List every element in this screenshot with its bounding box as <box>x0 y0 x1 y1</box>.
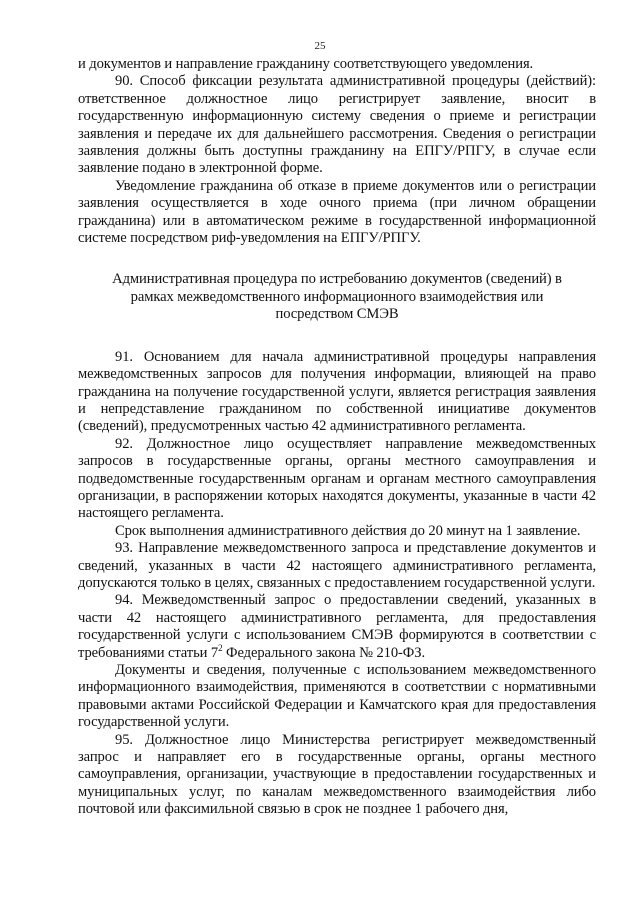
paragraph-continuation: и документов и направление гражданину соответствующего уведомления. <box>78 56 534 72</box>
document-body <box>78 56 596 819</box>
paragraph-94-text: 94. Межведомственный запрос о предоставлении сведений, указанных в части 42 настоящего административного регламента, для предоставления государственной услуги с использованием СМЭВ формируются в соответствии с требованиями статьи 7 <box>78 592 596 661</box>
paragraph-95: 95. Должностное лицо Министерства регистрирует межведомственный запрос и направляет его в государственные органы, органы местного самоуправления, организации, участвующие в предоставлении государственных и муниципальных услуг, по каналам межведомственного взаимодействия либо почтовой или факсимильной связью в срок не позднее 1 рабочего дня, <box>78 731 596 818</box>
spacer <box>78 247 596 271</box>
paragraph-94-tail: Федерального закона № 210-ФЗ. <box>222 644 426 661</box>
paragraph-documents: Документы и сведения, полученные с использованием межведомственного информационного взаимодействия, применяются в соответствии с нормативными правовыми актами Российской Федерации и Камчатского края для предоставления государственной услуги. <box>78 662 596 731</box>
paragraph-93: 93. Направление межведомственного запроса и представление документов и сведений, указанных в части 42 настоящего административного регламента, допускаются только в целях, связанных с предоставлением государственной услуги. <box>78 540 596 591</box>
paragraph-90: 90. Способ фиксации результата административной процедуры (действий): ответственное должностное лицо регистрирует заявление, вносит в государственную информационную систему сведения о приеме и регистрации заявления и передаче их для дальнейшего рассмотрения. Сведения о регистрации заявления должны быть доступны гражданину на ЕПГУ/РПГУ, в случае если заявление подано в электронной форме. <box>78 73 596 177</box>
page-number: 25 <box>314 40 326 52</box>
spacer <box>78 324 596 349</box>
section-heading: Административная процедура по истребованию документов (сведений) в рамках межведомственного информационного взаимодействия или посредством СМЭВ <box>112 271 562 323</box>
superscript: 2 <box>218 642 223 653</box>
paragraph-91: 91. Основанием для начала административной процедуры направления межведомственных запросов для получения информации, влияющей на право гражданина на получение государственной услуги, является регистрация заявления и непредставление гражданином по собственной инициативе документов (сведений), предусмотренных частью 42 административного регламента. <box>78 348 596 435</box>
paragraph-term: Срок выполнения административного действия до 20 минут на 1 заявление. <box>115 522 581 539</box>
paragraph-94 <box>78 592 596 662</box>
paragraph-notice: Уведомление гражданина об отказе в приеме документов или о регистрации заявления осуществляется в ходе очного приема (при личном обращении гражданина) или в автоматическом режиме в государственной информационной системе посредством риф-уведомления на ЕПГУ/РПГУ. <box>78 177 596 247</box>
paragraph-92: 92. Должностное лицо осуществляет направление межведомственных запросов в государственные органы, органы местного самоуправления и подведомственные государственным органам и органам местного самоуправления организации, в распоряжении которых находятся документы, указанные в части 42 настоящего регламента. <box>78 435 596 522</box>
